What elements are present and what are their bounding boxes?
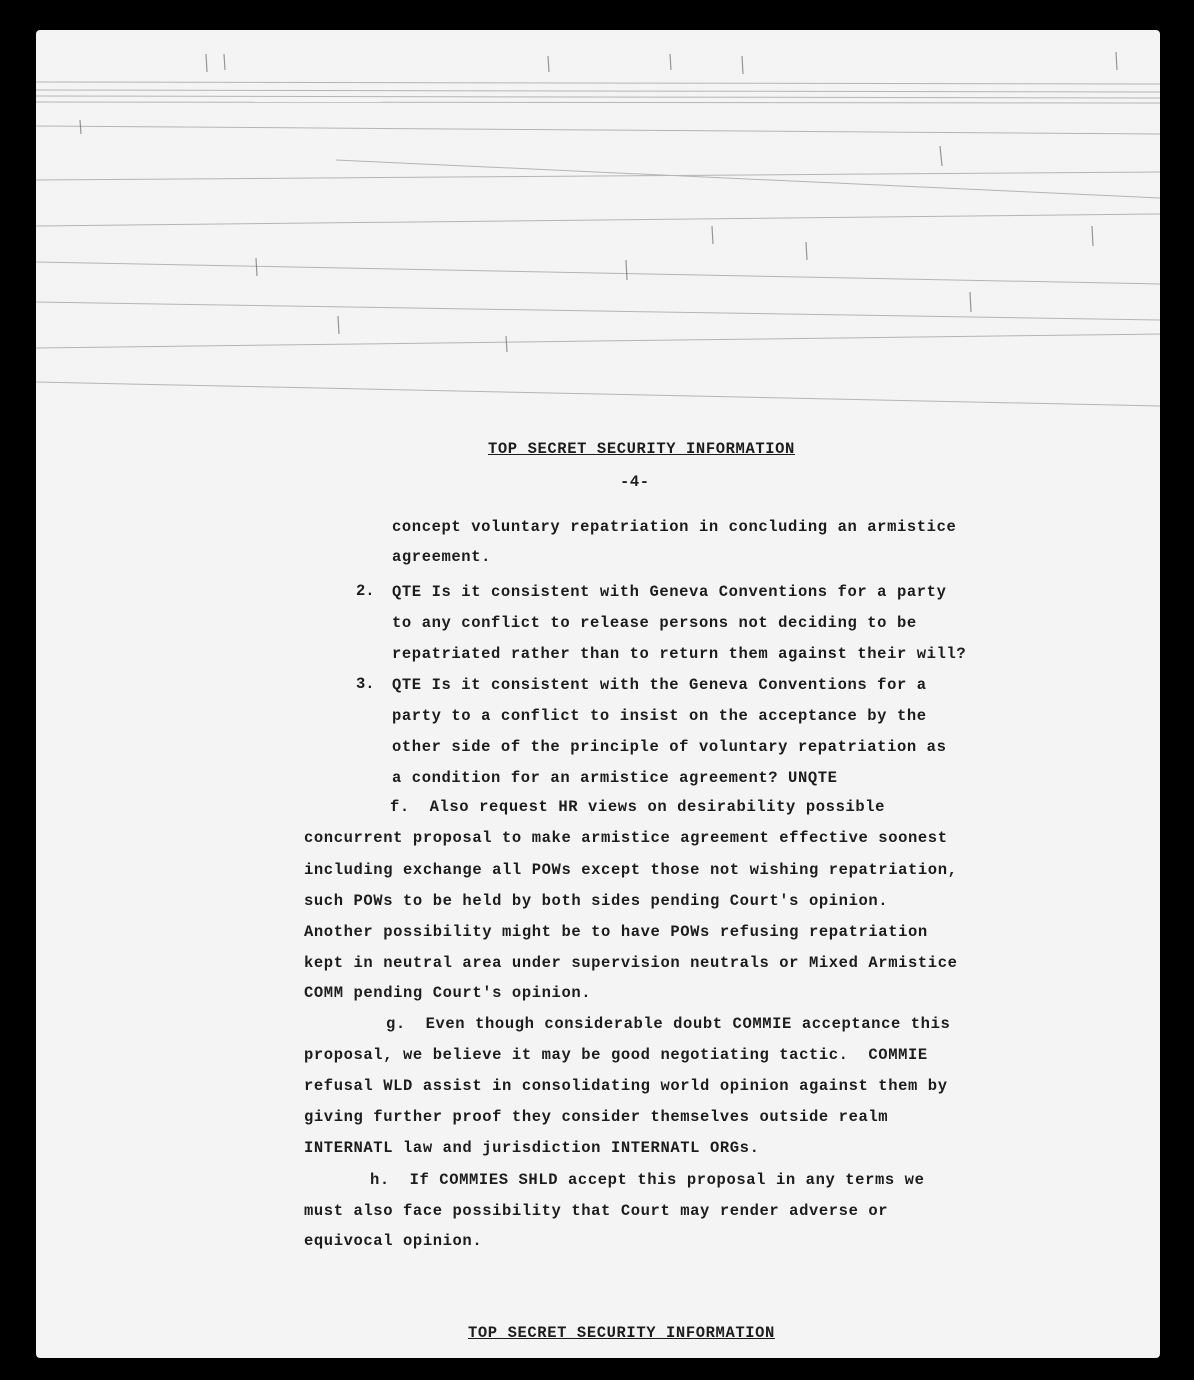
- body-line: to any conflict to release persons not deciding to be: [392, 614, 917, 632]
- body-line: a condition for an armistice agreement? UNQTE: [392, 769, 838, 787]
- body-line: COMM pending Court's opinion.: [304, 984, 592, 1002]
- body-line: party to a conflict to insist on the acceptance by the: [392, 707, 927, 725]
- body-line: proposal, we believe it may be good negotiating tactic. COMMIE: [304, 1046, 928, 1064]
- body-line: kept in neutral area under supervision neutrals or Mixed Armistice: [304, 954, 958, 972]
- body-line: concurrent proposal to make armistice agreement effective soonest: [304, 829, 948, 847]
- body-line: refusal WLD assist in consolidating world opinion against them by: [304, 1077, 948, 1095]
- item-number: 3.: [356, 675, 375, 693]
- body-line: equivocal opinion.: [304, 1232, 483, 1250]
- body-line: giving further proof they consider themselves outside realm: [304, 1108, 889, 1126]
- body-line: such POWs to be held by both sides pending Court's opinion.: [304, 892, 889, 910]
- body-line: must also face possibility that Court may render adverse or: [304, 1202, 889, 1220]
- body-line: f. Also request HR views on desirability possible: [390, 798, 886, 816]
- body-line: concept voluntary repatriation in concluding an armistice: [392, 518, 957, 536]
- body-line: other side of the principle of voluntary repatriation as: [392, 738, 947, 756]
- item-number: 2.: [356, 582, 375, 600]
- body-line: h. If COMMIES SHLD accept this proposal in any terms we: [370, 1171, 925, 1189]
- body-line: QTE Is it consistent with the Geneva Conventions for a: [392, 676, 927, 694]
- body-line: agreement.: [392, 548, 492, 566]
- body-line: repatriated rather than to return them against their will?: [392, 645, 967, 663]
- classification-header: TOP SECRET SECURITY INFORMATION: [488, 440, 795, 458]
- body-line: including exchange all POWs except those not wishing repatriation,: [304, 861, 958, 879]
- page-number: -4-: [620, 473, 650, 491]
- film-scratches: [36, 30, 1160, 410]
- body-line: g. Even though considerable doubt COMMIE acceptance this: [386, 1015, 951, 1033]
- body-line: INTERNATL law and jurisdiction INTERNATL ORGs.: [304, 1139, 760, 1157]
- body-line: QTE Is it consistent with Geneva Conventions for a party: [392, 583, 947, 601]
- document-page: [36, 30, 1160, 1358]
- classification-footer: TOP SECRET SECURITY INFORMATION: [468, 1324, 775, 1342]
- body-line: Another possibility might be to have POWs refusing repatriation: [304, 923, 928, 941]
